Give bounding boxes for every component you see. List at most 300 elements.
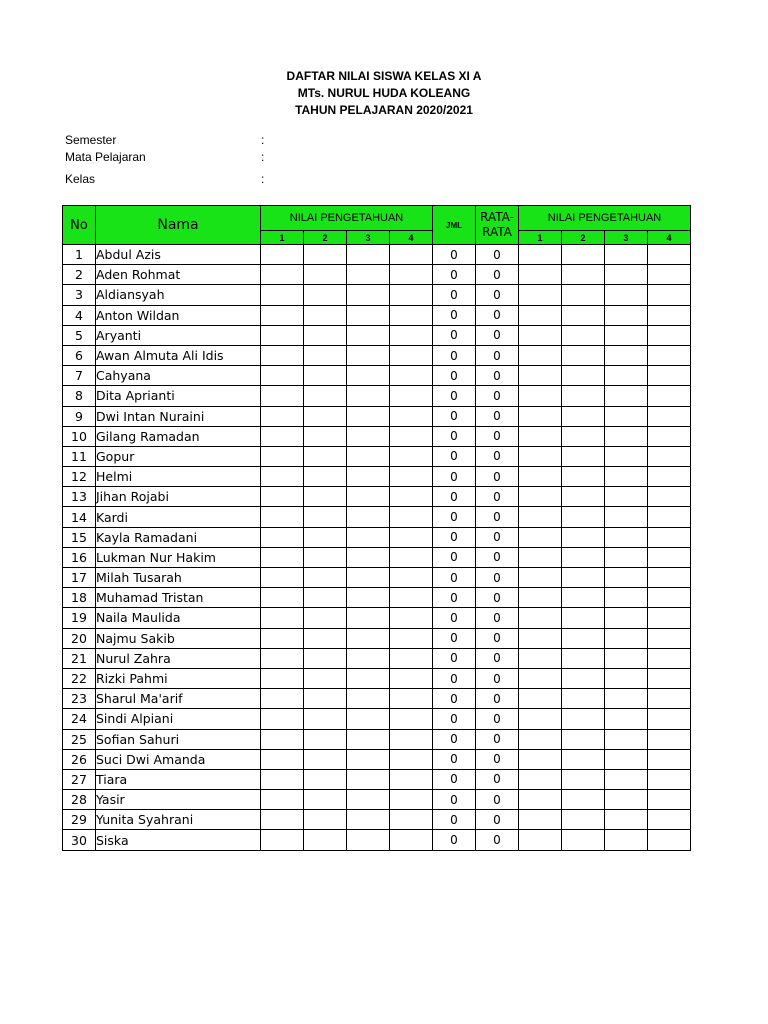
score-cell bbox=[648, 830, 691, 850]
row-jml: 0 bbox=[433, 628, 476, 648]
score-cell bbox=[648, 749, 691, 769]
score-cell bbox=[304, 568, 347, 588]
score-cell bbox=[261, 749, 304, 769]
score-cell bbox=[390, 547, 433, 567]
score-cell bbox=[605, 507, 648, 527]
score-cell bbox=[519, 345, 562, 365]
score-cell bbox=[562, 810, 605, 830]
score-cell bbox=[347, 265, 390, 285]
score-cell bbox=[304, 245, 347, 265]
kelas-label: Kelas bbox=[65, 172, 96, 186]
title-line-year: TAHUN PELAJARAN 2020/2021 bbox=[295, 103, 473, 117]
row-no: 10 bbox=[63, 426, 96, 446]
info-semester bbox=[65, 133, 265, 147]
score-cell bbox=[261, 265, 304, 285]
score-cell bbox=[648, 507, 691, 527]
score-cell bbox=[562, 648, 605, 668]
score-cell bbox=[261, 648, 304, 668]
row-rata: 0 bbox=[476, 568, 519, 588]
score-cell bbox=[519, 245, 562, 265]
score-cell bbox=[347, 245, 390, 265]
header-sub-3: 3 bbox=[347, 231, 390, 245]
score-cell bbox=[390, 749, 433, 769]
score-cell bbox=[390, 810, 433, 830]
info-mata-pelajaran bbox=[65, 150, 265, 164]
score-cell bbox=[519, 790, 562, 810]
score-cell bbox=[304, 265, 347, 285]
score-cell bbox=[519, 487, 562, 507]
score-cell bbox=[390, 709, 433, 729]
score-cell bbox=[304, 588, 347, 608]
score-cell bbox=[562, 830, 605, 850]
score-cell bbox=[605, 325, 648, 345]
header-sub-1: 1 bbox=[261, 231, 304, 245]
row-nama: Jihan Rojabi bbox=[96, 487, 261, 507]
table-row bbox=[63, 810, 691, 830]
row-jml: 0 bbox=[433, 366, 476, 386]
info-kelas bbox=[65, 172, 265, 186]
score-cell bbox=[390, 305, 433, 325]
score-cell bbox=[605, 406, 648, 426]
score-cell bbox=[519, 648, 562, 668]
score-cell bbox=[519, 527, 562, 547]
score-cell bbox=[261, 628, 304, 648]
row-no: 23 bbox=[63, 689, 96, 709]
score-cell bbox=[648, 285, 691, 305]
row-nama: Suci Dwi Amanda bbox=[96, 749, 261, 769]
score-cell bbox=[605, 265, 648, 285]
row-no: 30 bbox=[63, 830, 96, 850]
row-no: 1 bbox=[63, 245, 96, 265]
row-nama: Najmu Sakib bbox=[96, 628, 261, 648]
score-cell bbox=[304, 648, 347, 668]
score-cell bbox=[605, 810, 648, 830]
score-cell bbox=[390, 769, 433, 789]
score-cell bbox=[519, 547, 562, 567]
semester-label: Semester bbox=[65, 133, 117, 147]
score-cell bbox=[605, 588, 648, 608]
row-no: 20 bbox=[63, 628, 96, 648]
table-row bbox=[63, 749, 691, 769]
row-no: 9 bbox=[63, 406, 96, 426]
row-rata: 0 bbox=[476, 588, 519, 608]
header-sub-2: 2 bbox=[304, 231, 347, 245]
score-cell bbox=[562, 345, 605, 365]
row-no: 17 bbox=[63, 568, 96, 588]
score-cell bbox=[304, 467, 347, 487]
row-no: 28 bbox=[63, 790, 96, 810]
score-cell bbox=[261, 547, 304, 567]
row-no: 12 bbox=[63, 467, 96, 487]
score-cell bbox=[562, 628, 605, 648]
row-no: 21 bbox=[63, 648, 96, 668]
score-cell bbox=[648, 547, 691, 567]
row-jml: 0 bbox=[433, 709, 476, 729]
score-cell bbox=[304, 608, 347, 628]
score-cell bbox=[519, 285, 562, 305]
score-cell bbox=[648, 729, 691, 749]
row-rata: 0 bbox=[476, 386, 519, 406]
table-row bbox=[63, 366, 691, 386]
score-cell bbox=[648, 568, 691, 588]
row-rata: 0 bbox=[476, 830, 519, 850]
table-row bbox=[63, 628, 691, 648]
score-cell bbox=[648, 668, 691, 688]
score-cell bbox=[347, 689, 390, 709]
score-cell bbox=[562, 790, 605, 810]
score-cell bbox=[390, 689, 433, 709]
score-cell bbox=[347, 668, 390, 688]
score-cell bbox=[347, 769, 390, 789]
score-cell bbox=[347, 507, 390, 527]
score-cell bbox=[261, 668, 304, 688]
row-jml: 0 bbox=[433, 769, 476, 789]
score-cell bbox=[390, 668, 433, 688]
score-cell bbox=[648, 366, 691, 386]
score-cell bbox=[562, 426, 605, 446]
header-rata-rata bbox=[476, 206, 519, 245]
score-cell bbox=[390, 366, 433, 386]
score-cell bbox=[562, 668, 605, 688]
score-cell bbox=[390, 608, 433, 628]
score-cell bbox=[390, 446, 433, 466]
header-sub-4b: 4 bbox=[648, 231, 691, 245]
score-cell bbox=[304, 345, 347, 365]
score-cell bbox=[519, 426, 562, 446]
row-nama: Sindi Alpiani bbox=[96, 709, 261, 729]
score-cell bbox=[304, 325, 347, 345]
score-cell bbox=[562, 568, 605, 588]
table-row bbox=[63, 265, 691, 285]
row-rata: 0 bbox=[476, 507, 519, 527]
score-cell bbox=[390, 467, 433, 487]
row-rata: 0 bbox=[476, 426, 519, 446]
score-cell bbox=[562, 446, 605, 466]
score-cell bbox=[261, 386, 304, 406]
score-cell bbox=[390, 325, 433, 345]
score-cell bbox=[261, 588, 304, 608]
score-cell bbox=[304, 668, 347, 688]
score-cell bbox=[347, 366, 390, 386]
table-row bbox=[63, 285, 691, 305]
score-cell bbox=[605, 285, 648, 305]
grade-rows bbox=[63, 245, 691, 851]
score-cell bbox=[304, 769, 347, 789]
score-cell bbox=[519, 467, 562, 487]
row-rata: 0 bbox=[476, 668, 519, 688]
row-nama: Aryanti bbox=[96, 325, 261, 345]
row-jml: 0 bbox=[433, 345, 476, 365]
score-cell bbox=[261, 467, 304, 487]
row-jml: 0 bbox=[433, 749, 476, 769]
score-cell bbox=[304, 305, 347, 325]
row-nama: Dwi Intan Nuraini bbox=[96, 406, 261, 426]
score-cell bbox=[347, 325, 390, 345]
table-row bbox=[63, 547, 691, 567]
score-cell bbox=[648, 386, 691, 406]
table-row bbox=[63, 608, 691, 628]
table-row bbox=[63, 325, 691, 345]
table-row bbox=[63, 467, 691, 487]
row-rata: 0 bbox=[476, 406, 519, 426]
grades-table bbox=[62, 205, 691, 851]
score-cell bbox=[347, 305, 390, 325]
kelas-colon: : bbox=[261, 172, 265, 186]
row-rata: 0 bbox=[476, 648, 519, 668]
row-rata: 0 bbox=[476, 547, 519, 567]
header-sub-3b: 3 bbox=[605, 231, 648, 245]
row-nama: Rizki Pahmi bbox=[96, 668, 261, 688]
score-cell bbox=[304, 547, 347, 567]
score-cell bbox=[304, 527, 347, 547]
score-cell bbox=[304, 830, 347, 850]
score-cell bbox=[304, 709, 347, 729]
score-cell bbox=[648, 265, 691, 285]
score-cell bbox=[261, 345, 304, 365]
score-cell bbox=[347, 628, 390, 648]
table-row bbox=[63, 345, 691, 365]
score-cell bbox=[562, 305, 605, 325]
score-cell bbox=[648, 608, 691, 628]
title-line-school: MTs. NURUL HUDA KOLEANG bbox=[297, 86, 471, 100]
score-cell bbox=[562, 325, 605, 345]
row-nama: Milah Tusarah bbox=[96, 568, 261, 588]
row-jml: 0 bbox=[433, 810, 476, 830]
row-nama: Aden Rohmat bbox=[96, 265, 261, 285]
score-cell bbox=[261, 325, 304, 345]
score-cell bbox=[261, 568, 304, 588]
score-cell bbox=[390, 426, 433, 446]
row-nama: Muhamad Tristan bbox=[96, 588, 261, 608]
score-cell bbox=[347, 588, 390, 608]
score-cell bbox=[562, 527, 605, 547]
row-jml: 0 bbox=[433, 386, 476, 406]
row-no: 19 bbox=[63, 608, 96, 628]
score-cell bbox=[519, 749, 562, 769]
score-cell bbox=[648, 406, 691, 426]
row-jml: 0 bbox=[433, 446, 476, 466]
table-row bbox=[63, 568, 691, 588]
row-no: 2 bbox=[63, 265, 96, 285]
table-row bbox=[63, 648, 691, 668]
score-cell bbox=[347, 426, 390, 446]
score-cell bbox=[605, 769, 648, 789]
row-nama: Lukman Nur Hakim bbox=[96, 547, 261, 567]
score-cell bbox=[347, 386, 390, 406]
score-cell bbox=[519, 608, 562, 628]
score-cell bbox=[648, 790, 691, 810]
header-nilai-pengetahuan-2: NILAI PENGETAHUAN bbox=[519, 206, 691, 231]
score-cell bbox=[648, 648, 691, 668]
score-cell bbox=[261, 729, 304, 749]
score-cell bbox=[605, 487, 648, 507]
table-row bbox=[63, 507, 691, 527]
score-cell bbox=[304, 285, 347, 305]
row-no: 18 bbox=[63, 588, 96, 608]
row-rata: 0 bbox=[476, 608, 519, 628]
score-cell bbox=[648, 305, 691, 325]
score-cell bbox=[347, 749, 390, 769]
score-cell bbox=[519, 507, 562, 527]
score-cell bbox=[261, 608, 304, 628]
table-row bbox=[63, 668, 691, 688]
row-jml: 0 bbox=[433, 325, 476, 345]
row-no: 11 bbox=[63, 446, 96, 466]
row-no: 7 bbox=[63, 366, 96, 386]
table-row bbox=[63, 709, 691, 729]
score-cell bbox=[261, 689, 304, 709]
row-nama: Nurul Zahra bbox=[96, 648, 261, 668]
row-jml: 0 bbox=[433, 547, 476, 567]
row-no: 3 bbox=[63, 285, 96, 305]
row-rata: 0 bbox=[476, 285, 519, 305]
score-cell bbox=[605, 608, 648, 628]
score-cell bbox=[519, 386, 562, 406]
row-no: 5 bbox=[63, 325, 96, 345]
row-nama: Sharul Ma'arif bbox=[96, 689, 261, 709]
row-nama: Siska bbox=[96, 830, 261, 850]
row-rata: 0 bbox=[476, 245, 519, 265]
row-nama: Naila Maulida bbox=[96, 608, 261, 628]
score-cell bbox=[347, 790, 390, 810]
score-cell bbox=[304, 487, 347, 507]
row-jml: 0 bbox=[433, 305, 476, 325]
row-rata: 0 bbox=[476, 265, 519, 285]
row-jml: 0 bbox=[433, 507, 476, 527]
score-cell bbox=[347, 648, 390, 668]
row-no: 27 bbox=[63, 769, 96, 789]
row-nama: Aldiansyah bbox=[96, 285, 261, 305]
mata-pelajaran-label: Mata Pelajaran bbox=[65, 150, 146, 164]
mata-pelajaran-colon: : bbox=[261, 150, 265, 164]
score-cell bbox=[562, 507, 605, 527]
score-cell bbox=[261, 810, 304, 830]
score-cell bbox=[562, 386, 605, 406]
score-cell bbox=[519, 588, 562, 608]
row-nama: Kayla Ramadani bbox=[96, 527, 261, 547]
score-cell bbox=[562, 245, 605, 265]
score-cell bbox=[605, 568, 648, 588]
row-jml: 0 bbox=[433, 265, 476, 285]
score-cell bbox=[390, 790, 433, 810]
table-row bbox=[63, 426, 691, 446]
row-no: 24 bbox=[63, 709, 96, 729]
score-cell bbox=[519, 305, 562, 325]
header-no: No bbox=[63, 206, 96, 245]
score-cell bbox=[562, 689, 605, 709]
row-no: 13 bbox=[63, 487, 96, 507]
score-cell bbox=[347, 345, 390, 365]
score-cell bbox=[519, 366, 562, 386]
row-nama: Gilang Ramadan bbox=[96, 426, 261, 446]
score-cell bbox=[519, 769, 562, 789]
score-cell bbox=[605, 729, 648, 749]
header-nama: Nama bbox=[96, 206, 261, 245]
row-jml: 0 bbox=[433, 830, 476, 850]
score-cell bbox=[562, 588, 605, 608]
score-cell bbox=[562, 547, 605, 567]
row-no: 8 bbox=[63, 386, 96, 406]
score-cell bbox=[648, 527, 691, 547]
score-cell bbox=[562, 749, 605, 769]
score-cell bbox=[347, 729, 390, 749]
score-cell bbox=[261, 406, 304, 426]
row-nama: Tiara bbox=[96, 769, 261, 789]
table-row bbox=[63, 386, 691, 406]
row-rata: 0 bbox=[476, 769, 519, 789]
table-row bbox=[63, 830, 691, 850]
score-cell bbox=[347, 467, 390, 487]
score-cell bbox=[562, 709, 605, 729]
row-jml: 0 bbox=[433, 668, 476, 688]
score-cell bbox=[347, 709, 390, 729]
score-cell bbox=[390, 345, 433, 365]
score-cell bbox=[648, 689, 691, 709]
score-cell bbox=[519, 628, 562, 648]
score-cell bbox=[261, 507, 304, 527]
row-jml: 0 bbox=[433, 426, 476, 446]
row-no: 29 bbox=[63, 810, 96, 830]
row-jml: 0 bbox=[433, 487, 476, 507]
score-cell bbox=[562, 729, 605, 749]
score-cell bbox=[304, 790, 347, 810]
score-cell bbox=[304, 729, 347, 749]
score-cell bbox=[390, 628, 433, 648]
score-cell bbox=[519, 568, 562, 588]
score-cell bbox=[390, 406, 433, 426]
row-no: 25 bbox=[63, 729, 96, 749]
score-cell bbox=[304, 507, 347, 527]
score-cell bbox=[519, 729, 562, 749]
row-nama: Awan Almuta Ali Idis bbox=[96, 345, 261, 365]
score-cell bbox=[519, 265, 562, 285]
header-sub-4: 4 bbox=[390, 231, 433, 245]
score-cell bbox=[648, 810, 691, 830]
score-cell bbox=[304, 628, 347, 648]
score-cell bbox=[304, 366, 347, 386]
score-cell bbox=[347, 810, 390, 830]
score-cell bbox=[648, 467, 691, 487]
score-cell bbox=[390, 527, 433, 547]
row-no: 6 bbox=[63, 345, 96, 365]
row-rata: 0 bbox=[476, 446, 519, 466]
row-rata: 0 bbox=[476, 305, 519, 325]
score-cell bbox=[648, 487, 691, 507]
score-cell bbox=[562, 487, 605, 507]
score-cell bbox=[390, 245, 433, 265]
score-cell bbox=[562, 769, 605, 789]
document-title bbox=[0, 68, 768, 119]
row-jml: 0 bbox=[433, 527, 476, 547]
row-rata: 0 bbox=[476, 628, 519, 648]
score-cell bbox=[347, 608, 390, 628]
score-cell bbox=[304, 810, 347, 830]
score-cell bbox=[519, 830, 562, 850]
row-nama: Helmi bbox=[96, 467, 261, 487]
score-cell bbox=[605, 648, 648, 668]
score-cell bbox=[605, 467, 648, 487]
row-nama: Dita Aprianti bbox=[96, 386, 261, 406]
row-no: 26 bbox=[63, 749, 96, 769]
score-cell bbox=[519, 810, 562, 830]
row-rata: 0 bbox=[476, 749, 519, 769]
score-cell bbox=[648, 325, 691, 345]
score-cell bbox=[605, 628, 648, 648]
score-cell bbox=[261, 446, 304, 466]
row-nama: Anton Wildan bbox=[96, 305, 261, 325]
score-cell bbox=[261, 709, 304, 729]
score-cell bbox=[648, 345, 691, 365]
